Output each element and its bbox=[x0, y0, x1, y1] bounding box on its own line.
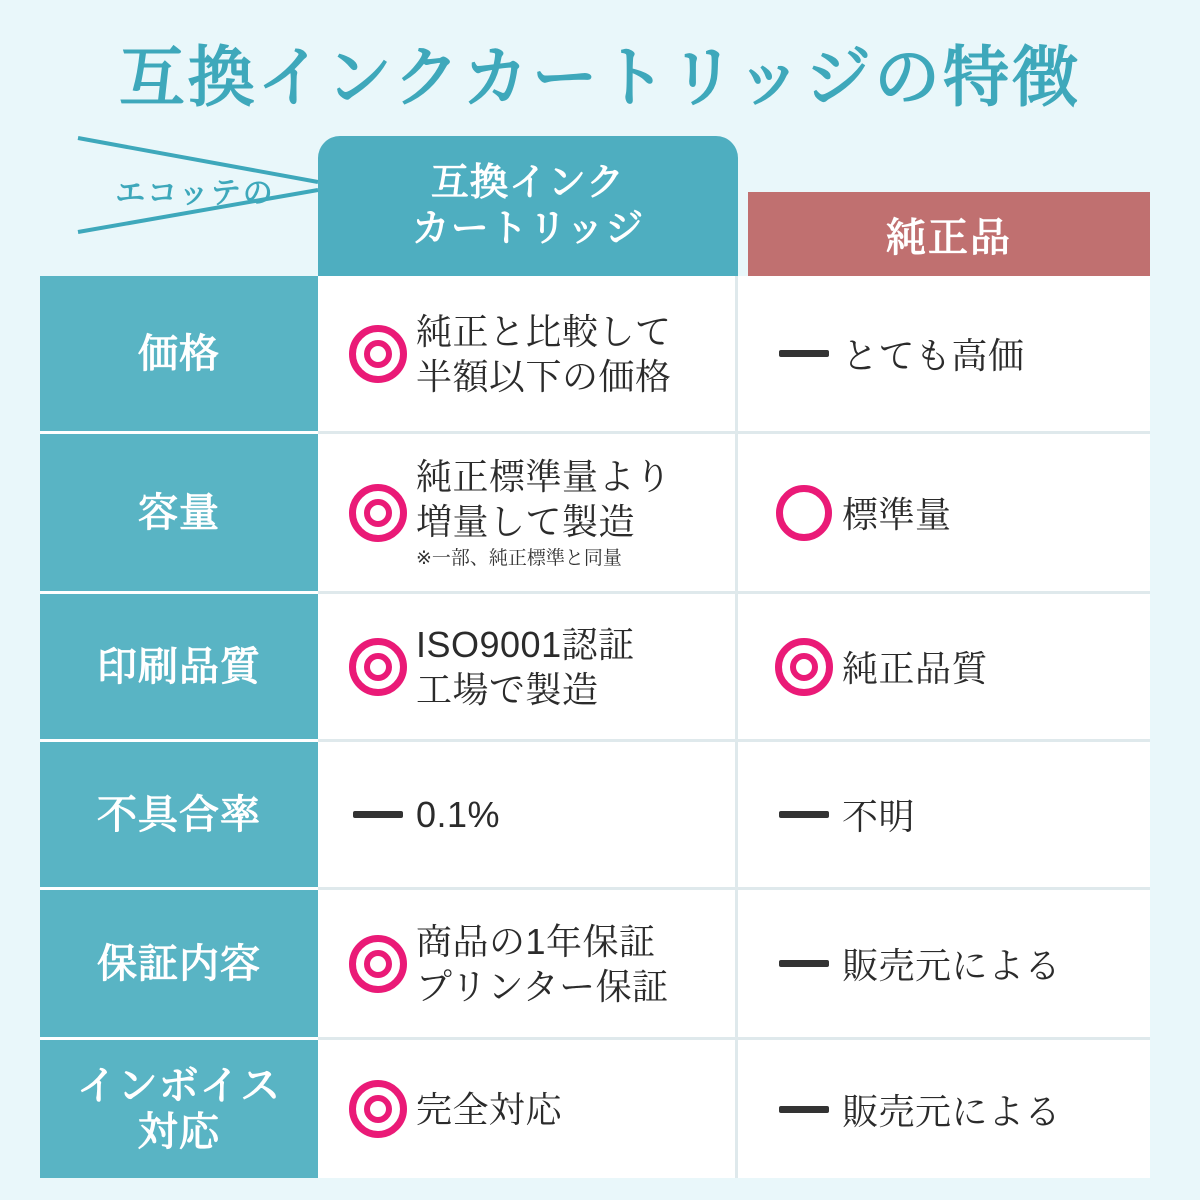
cell-compatible-text bbox=[416, 919, 669, 1009]
cell-genuine bbox=[738, 594, 1150, 742]
cell-genuine-text: 販売元による bbox=[842, 1090, 1062, 1132]
table-row bbox=[40, 890, 1150, 1040]
cell-compatible-note: ※一部、純正標準と同量 bbox=[416, 548, 622, 570]
table-row bbox=[40, 742, 1150, 890]
dash-icon bbox=[766, 960, 842, 967]
double-circle-icon bbox=[766, 638, 842, 696]
cell-compatible-text bbox=[416, 1087, 562, 1132]
single-circle-icon bbox=[766, 485, 842, 541]
header-genuine: 純正品 bbox=[748, 192, 1150, 276]
cell-compatible-line2: 半額以下の価格 bbox=[416, 355, 672, 397]
cell-compatible-line1: 商品の1年保証 bbox=[416, 920, 656, 962]
table-row bbox=[40, 1040, 1150, 1178]
dash-icon bbox=[766, 1106, 842, 1113]
cell-genuine-text: 販売元による bbox=[842, 945, 1062, 986]
cell-genuine bbox=[738, 434, 1150, 594]
cell-compatible bbox=[318, 276, 738, 434]
row-label: 不具合率 bbox=[40, 742, 318, 890]
row-label: 容量 bbox=[40, 434, 318, 594]
header-compatible bbox=[318, 136, 738, 276]
cell-genuine bbox=[738, 890, 1150, 1040]
cell-genuine bbox=[738, 1040, 1150, 1178]
page-title: 互換インクカートリッジの特徴 bbox=[118, 40, 1082, 114]
cell-compatible bbox=[318, 594, 738, 742]
cell-compatible-text bbox=[416, 309, 672, 399]
corner-label: エコッテの bbox=[115, 177, 275, 210]
header-compatible-line2: カートリッジ bbox=[411, 208, 645, 250]
cell-compatible-line1: 0.1% bbox=[416, 794, 501, 835]
double-circle-icon bbox=[340, 1080, 416, 1138]
cell-compatible-text bbox=[416, 622, 635, 712]
cell-compatible-text bbox=[416, 792, 500, 837]
row-label bbox=[40, 1040, 318, 1178]
cell-genuine bbox=[738, 276, 1150, 434]
cell-compatible-line1: 純正と比較して bbox=[416, 310, 672, 352]
cell-compatible bbox=[318, 890, 738, 1040]
table-row bbox=[40, 594, 1150, 742]
table-row bbox=[40, 434, 1150, 594]
dash-icon bbox=[340, 811, 416, 818]
cell-genuine-text: とても高価 bbox=[842, 335, 1025, 376]
cell-compatible-line2: プリンター保証 bbox=[416, 965, 669, 1007]
double-circle-icon bbox=[340, 325, 416, 383]
cell-genuine bbox=[738, 742, 1150, 890]
dash-icon bbox=[766, 811, 842, 818]
row-label: 印刷品質 bbox=[40, 594, 318, 742]
cell-compatible bbox=[318, 742, 738, 890]
table-row bbox=[40, 276, 1150, 434]
cell-compatible-text bbox=[416, 454, 672, 571]
cell-compatible-line1: ISO9001認証 bbox=[416, 623, 635, 665]
dash-icon bbox=[766, 350, 842, 357]
cell-compatible bbox=[318, 1040, 738, 1178]
cell-compatible-line2: 工場で製造 bbox=[416, 668, 599, 710]
double-circle-icon bbox=[340, 484, 416, 542]
cell-compatible-line2: 増量して製造 bbox=[416, 501, 636, 543]
cell-genuine-text: 標準量 bbox=[842, 494, 952, 535]
row-label-line1: インボイス bbox=[76, 1064, 282, 1108]
cell-compatible-line1: 純正標準量より bbox=[416, 456, 672, 498]
double-circle-icon bbox=[340, 638, 416, 696]
row-label: 保証内容 bbox=[40, 890, 318, 1040]
row-label-line2: 対応 bbox=[137, 1110, 220, 1154]
cell-genuine-text: 不明 bbox=[842, 796, 916, 837]
cell-compatible-line1: 完全対応 bbox=[416, 1088, 563, 1130]
row-label: 価格 bbox=[40, 276, 318, 434]
double-circle-icon bbox=[340, 935, 416, 993]
cell-compatible bbox=[318, 434, 738, 594]
header-compatible-line1: 互換インク bbox=[430, 161, 626, 204]
cell-genuine-text: 純正品質 bbox=[842, 648, 989, 689]
comparison-table bbox=[40, 276, 1150, 1178]
